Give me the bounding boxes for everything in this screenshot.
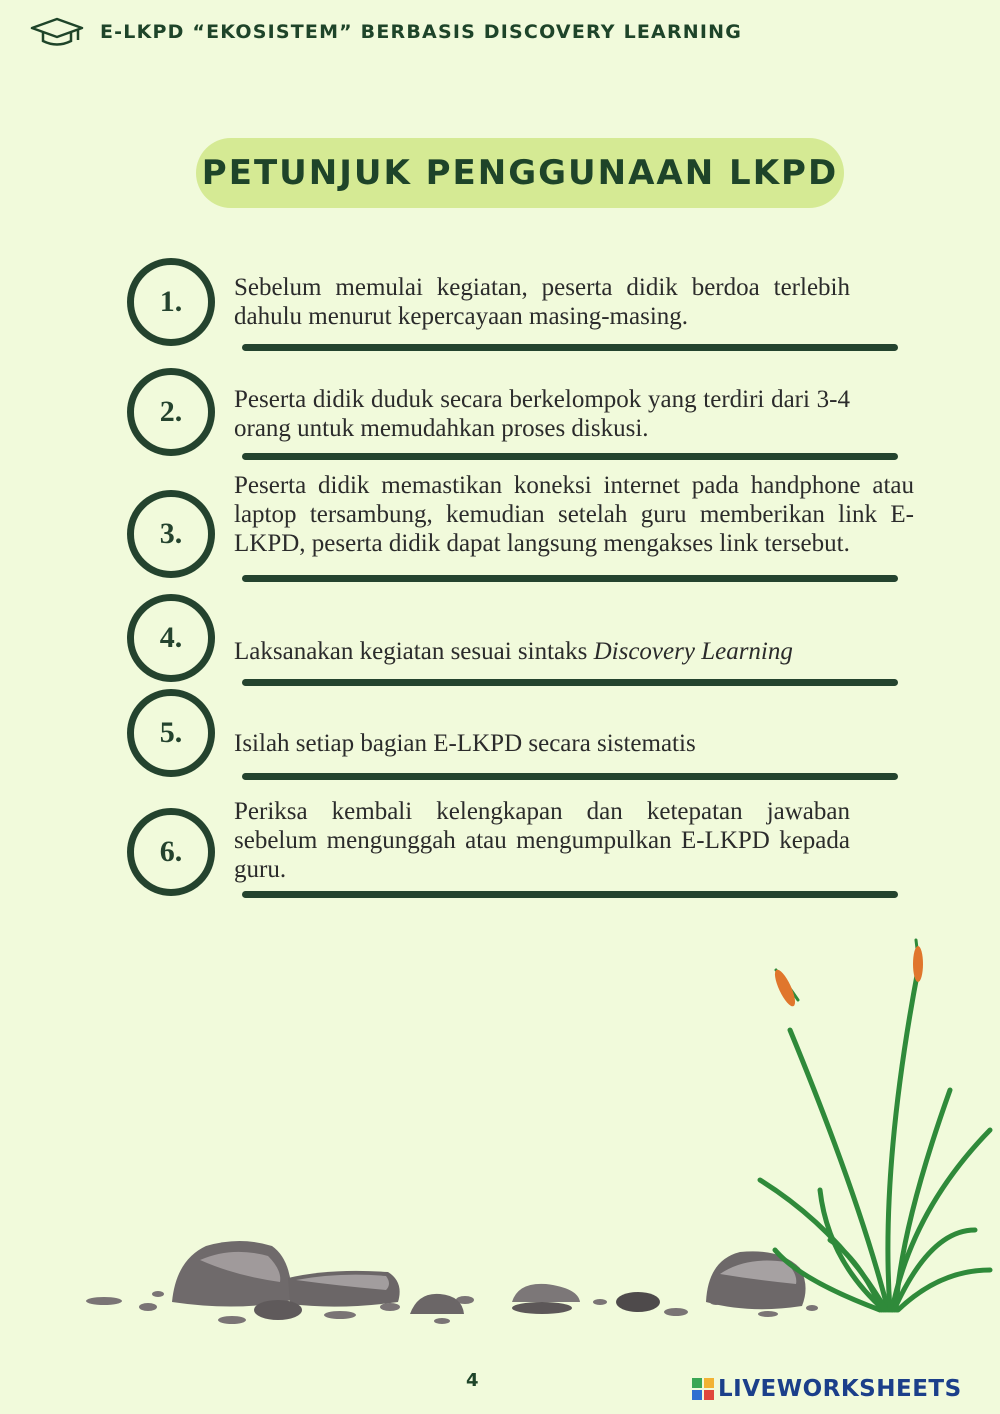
step-number-circle: 3. [127, 490, 215, 578]
step-text-regular: Laksanakan kegiatan sesuai sintaks [234, 638, 594, 665]
rock-small-mid [254, 1300, 302, 1320]
step-text: Peserta didik duduk secara berkelompok yang terdiri dari 3-4 orang untuk memudahkan proses diskusi. [234, 386, 850, 442]
liveworksheets-logo-icon [692, 1378, 714, 1400]
rock-dark [616, 1292, 660, 1312]
step-number-circle: 4. [127, 594, 215, 682]
step-text: Peserta didik memastikan koneksi internet pada handphone atau laptop tersambung, kemudian setelah guru memberikan link E-LKPD, peserta didik dapat langsung mengakses link tersebut. [234, 472, 914, 557]
graduation-cap-icon [28, 14, 86, 50]
cattail-left [771, 967, 799, 1008]
header-title: E-LKPD “EKOSISTEM” BERBASIS DISCOVERY LEARNING [100, 21, 743, 43]
step-underline [242, 891, 898, 898]
step-underline [242, 344, 898, 351]
step-text: Sebelum memulai kegiatan, peserta didik berdoa terlebih dahulu menurut kepercayaan masing-masing. [234, 274, 850, 330]
watermark-text: LIVEWORKSHEETS [718, 1376, 962, 1402]
step-number-circle: 2. [127, 368, 215, 456]
grass-blades [760, 970, 990, 1310]
step-text [234, 637, 914, 666]
step-number-circle: 1. [127, 258, 215, 346]
step-text: Isilah setiap bagian E-LKPD secara sistematis [234, 730, 696, 757]
cattail-right [913, 946, 923, 982]
step-underline [242, 453, 898, 460]
step-text: Periksa kembali kelengkapan dan ketepatan jawaban sebelum mengunggah atau mengumpulkan E-LKPD kepada guru. [234, 798, 850, 883]
document-header [28, 14, 742, 50]
rocks-and-grass-illustration [0, 930, 1000, 1330]
step-underline [242, 773, 898, 780]
page-title: PETUNJUK PENGGUNAAN LKPD [201, 153, 839, 193]
step-underline [242, 679, 898, 686]
title-banner [196, 138, 844, 208]
step-number-circle: 5. [127, 689, 215, 777]
step-number-circle: 6. [127, 808, 215, 896]
step-text-italic: Discovery Learning [593, 638, 793, 665]
step-underline [242, 575, 898, 582]
liveworksheets-watermark [692, 1374, 962, 1404]
page-number: 4 [466, 1370, 479, 1391]
